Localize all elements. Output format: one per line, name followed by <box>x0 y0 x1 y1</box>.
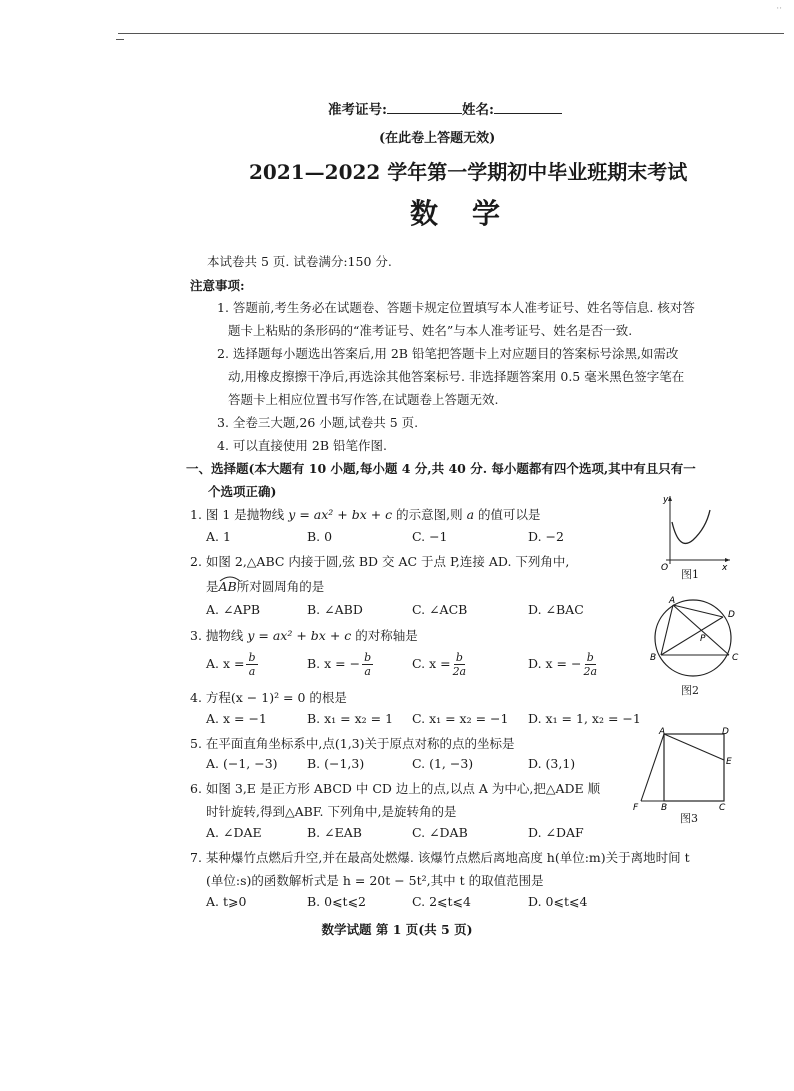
fig3-square <box>664 734 724 801</box>
q2-arc-label: AB <box>218 579 237 594</box>
fig2-label-b: B <box>650 653 657 663</box>
notice-line-6: 3. 全卷三大题,26 小题,试卷共 5 页. <box>217 415 419 430</box>
name-blank <box>494 99 562 114</box>
q4-option-c: C. x₁ = x₂ = −1 <box>412 711 509 726</box>
intro-text: 本试卷共 5 页. 试卷满分:150 分. <box>207 254 392 269</box>
fig2-caption: 图2 <box>681 684 699 697</box>
q3-d-fraction <box>583 652 597 677</box>
q3-option-a <box>206 652 260 677</box>
q7-stem-line2: (单位:s)的函数解析式是 h = 20t − 5t²,其中 t 的取值范围是 <box>206 873 544 888</box>
q3-b-den: a <box>364 665 371 678</box>
notice-line-3: 2. 选择题每小题选出答案后,用 2B 铅笔把答题卡上对应题目的答案标号涂黑,如需改 <box>217 346 679 361</box>
fig3-label-a: A <box>659 727 666 737</box>
fig1-y-label: y <box>663 495 669 505</box>
q7-option-a: A. t⩾0 <box>206 894 247 909</box>
top-rule <box>118 33 784 34</box>
q3-a-prefix: A. x = <box>206 656 245 671</box>
notice-line-7: 4. 可以直接使用 2B 铅笔作图. <box>217 438 387 453</box>
fig1-y-arrow <box>668 496 672 501</box>
q5-option-a: A. (−1, −3) <box>206 756 278 771</box>
fig1-origin-label: O <box>661 563 669 573</box>
q2-option-d: D. ∠BAC <box>528 602 584 617</box>
notice-heading: 注意事项: <box>190 278 245 293</box>
q3-a-num: b <box>248 651 256 664</box>
notice-line-1: 1. 答题前,考生务必在试题卷、答题卡规定位置填写本人准考证号、姓名等信息. 核对答 <box>217 300 695 315</box>
q1-stem <box>190 505 541 523</box>
q1-formula: y = ax² + bx + c <box>288 507 393 522</box>
exam-id-blank <box>387 99 462 114</box>
q3-a-fraction <box>246 652 257 677</box>
q1-option-b: B. 0 <box>307 529 333 544</box>
exam-title: 2021—2022 学年第一学期初中毕业班期末考试 <box>249 160 688 184</box>
q3-c-den: 2a <box>452 665 467 678</box>
q1-option-c: C. −1 <box>412 529 448 544</box>
fig2-circle <box>655 600 731 676</box>
fig3-segment-af <box>641 734 664 801</box>
fig3-caption: 图3 <box>680 812 698 825</box>
q3-option-b <box>307 652 375 677</box>
q5-stem: 5. 在平面直角坐标系中,点(1,3)关于原点对称的点的坐标是 <box>190 736 515 751</box>
notice-line-2: 题卡上粘贴的条形码的“准考证号、姓名”与本人准考证号、姓名是否一致. <box>228 323 633 338</box>
q6-option-b: B. ∠EAB <box>307 825 362 840</box>
q3-stem-b: 的对称轴是 <box>351 628 418 643</box>
q6-option-a: A. ∠DAE <box>206 825 262 840</box>
q2-option-a: A. ∠APB <box>206 602 261 617</box>
q4-option-a: A. x = −1 <box>206 711 267 726</box>
notice-line-4: 动,用橡皮擦擦干净后,再选涂其他答案标号. 非选择题答案用 0.5 毫米黑色签字笔在 <box>228 369 685 384</box>
q6-option-c: C. ∠DAB <box>412 825 468 840</box>
top-dash <box>116 39 124 40</box>
q3-c-num: b <box>455 651 463 664</box>
q3-option-c <box>412 652 468 677</box>
fig3-label-d: D <box>722 727 729 737</box>
q6-stem-line2: 时针旋转,得到△ABF. 下列角中,是旋转角的是 <box>206 804 457 819</box>
q4-stem: 4. 方程(x − 1)² = 0 的根是 <box>190 690 347 705</box>
q7-option-c: C. 2⩽t⩽4 <box>412 894 471 909</box>
figure-3-square <box>628 726 742 812</box>
q3-b-prefix: B. x = − <box>307 656 361 671</box>
q5-option-b: B. (−1,3) <box>307 756 365 771</box>
q3-d-num: b <box>586 651 594 664</box>
fig2-label-d: D <box>728 610 735 620</box>
q7-stem-line1: 7. 某种爆竹点燃后升空,并在最高处燃爆. 该爆竹点燃后离地高度 h(单位:m)关于离地时间 t <box>190 850 690 865</box>
q3-stem <box>190 626 418 644</box>
q1-option-d: D. −2 <box>528 529 564 544</box>
q6-stem-line1: 6. 如图 3,E 是正方形 ABCD 中 CD 边上的点,以点 A 为中心,把△ADE 顺 <box>190 781 601 796</box>
fig3-label-b: B <box>661 803 668 812</box>
section1-heading-line1: 一、选择题(本大题有 10 小题,每小题 4 分,共 40 分. 每小题都有四个选项,其中有且只有一 <box>186 461 696 476</box>
q3-a-den: a <box>248 665 256 678</box>
notice-line-5: 答题卡上相应位置书写作答,在试题卷上答题无效. <box>228 392 499 407</box>
q3-d-prefix: D. x = − <box>528 656 582 671</box>
q5-option-d: D. (3,1) <box>528 756 576 771</box>
q2-stem-line2 <box>206 577 324 595</box>
fig3-label-e: E <box>726 757 732 767</box>
q3-c-prefix: C. x = <box>412 656 451 671</box>
q1-stem-a: 1. 图 1 是抛物线 <box>190 507 289 522</box>
q6-option-d: D. ∠DAF <box>528 825 584 840</box>
q2-line2-a: 是 <box>206 579 219 594</box>
fig3-label-c: C <box>719 803 726 812</box>
fig2-label-a: A <box>669 596 676 606</box>
section1-heading-line2: 个选项正确) <box>208 484 277 499</box>
page-footer: 数学试题 第 1 页(共 5 页) <box>321 922 473 937</box>
q3-b-num: b <box>364 651 372 664</box>
arc-mark <box>219 574 241 582</box>
q7-option-d: D. 0⩽t⩽4 <box>528 894 588 909</box>
q1-var: a <box>466 507 475 522</box>
q3-b-fraction <box>362 652 373 677</box>
q7-option-b: B. 0⩽t⩽2 <box>307 894 367 909</box>
exam-id-label: 准考证号: <box>328 102 387 118</box>
q2-option-c: C. ∠ACB <box>412 602 468 617</box>
fig2-label-p: P <box>700 634 706 644</box>
name-label: 姓名: <box>461 102 494 118</box>
q1-stem-b: 的示意图,则 <box>392 507 467 522</box>
q1-stem-c: 的值可以是 <box>474 507 541 522</box>
figure-2-circle <box>644 592 744 684</box>
fig2-label-c: C <box>732 653 739 663</box>
q2-stem-line1: 2. 如图 2,△ABC 内接于圆,弦 BD 交 AC 于点 P,连接 AD. 下列角中, <box>190 554 570 569</box>
fig3-label-f: F <box>633 803 639 812</box>
fig1-x-label: x <box>722 563 728 573</box>
q3-d-den: 2a <box>583 665 598 678</box>
fig3-segment-ae <box>664 734 724 760</box>
no-answer-note: (在此卷上答题无效) <box>379 131 496 146</box>
q4-option-b: B. x₁ = x₂ = 1 <box>307 711 394 726</box>
fig1-curve <box>672 510 710 543</box>
q3-stem-a: 3. 抛物线 <box>190 628 248 643</box>
q5-option-c: C. (1, −3) <box>412 756 474 771</box>
q4-option-d: D. x₁ = 1, x₂ = −1 <box>528 711 641 726</box>
q3-c-fraction <box>453 652 467 677</box>
fig1-x-arrow <box>725 558 730 562</box>
q2-option-b: B. ∠ABD <box>307 602 363 617</box>
exam-id-row <box>328 98 562 118</box>
q3-option-d <box>528 652 599 677</box>
fig1-caption: 图1 <box>681 568 699 581</box>
q2-line2-b: 所对圆周角的是 <box>236 579 325 594</box>
q3-formula: y = ax² + bx + c <box>247 628 352 643</box>
q2-arc <box>219 579 237 594</box>
corner-mark: ·· <box>776 4 782 14</box>
q1-option-a: A. 1 <box>206 529 231 544</box>
subject-title: 数学 <box>410 197 535 230</box>
fig2-chord-ab <box>661 605 673 655</box>
